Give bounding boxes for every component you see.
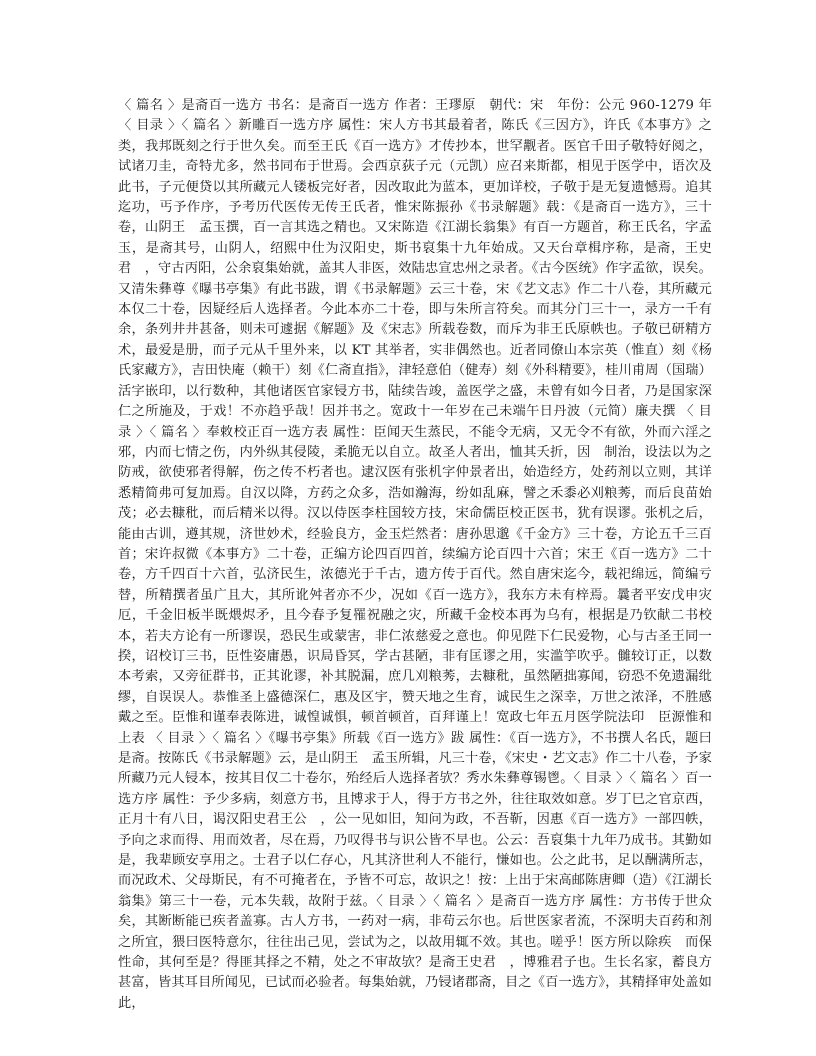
body-text: 〈 篇名 〉是斋百一选方 书名：是斋百一选方 作者：王璆原 朝代：宋 年份：公元 960-1279 年 〈 目录 〉〈 篇名 〉新雕百一选方序 属性：宋人方书其最着者，陈氏《三因方》，许氏《本事方》之类，我邦既刻之行于世久矣。而至王氏《百一选方》才传抄本，世罕觏者。医官千田子敬特好阅之，试诸刀圭，奇特尤多，然书同布于世焉。会西京荻子元（元凯）应召来斯都，相见于医学中，语次及此书，子元便贷以其所藏元人镂板完好者，因改取此为蓝本，更加详校，子敬于是无复遗憾焉。追其迄功，丐予作序，予考历代医传无传王氏者，惟宋陈振孙《书录解题》载：《是斋百一选方》，三十卷，山阴王 孟玉撰，百一言其选之精也。又宋陈造《江湖长翁集》有百一方题首，称王氏名，字孟玉，是斋其号，山阴人，绍熙中仕为汉阳史，斯书裒集十九年始成。又天台章楫序称，是斋，王史君 ，守古丙阳，公余裒集始就，盖其人非医，效陆忠宣忠州之录者。《古今医统》作字孟欲，误矣。又清朱彝尊《曝书亭集》有此书跋，谓《书录解题》云三十卷，宋《艺文志》作二十八卷，其所藏元本仅二十卷，因疑经后人选择者。今此本亦二十卷，即与朱所言符矣。而其分门三十一，录方一千有余，条列井井甚备，则未可遽据《解题》及《宋志》所载卷数，而斥为非王氏原帙也。子敬已研精方术，最爱是册，而子元从千里外来，以 KT 其举者，实非偶然也。近者同僚山本宗英（惟直）刻《杨氏家藏方》，吉田快庵（赖干）刻《仁斋直指》，津轻意伯（健寿）刻《外科精要》，桂川甫周（国瑞）活字嵌印，以行数种，其他诸医官家锓方书，陆续告竣，盖医学之盛，未曾有如今日者，乃是国家深仁之所施及，于戏！不亦趋乎哉！因并书之。宽政十一年岁在己未端午日丹波（元简）廉夫撰 〈 目录 〉〈 篇名 〉奉敕校正百一选方表 属性：臣闻天生蒸民，不能令无病，又无令不有欲，外而六淫之邪，内而七情之伤，内外纵其侵陵，柔脆无以自立。故圣人者出，恤其夭折，因 制治，设法以为之防戒，欲使邪者得解，伤之传不朽者也。逮汉医有张机字仲景者出，始造经方，处药剂以立则，其详悉精简弗可复加焉。自汉以降，方药之众多，浩如瀚海，纷如乱麻，譬之禾黍必刈粮莠，而后良苗始茂；必去糠秕，而后精米以得。汉以侍医李柱国较方技，宋命儒臣校正医书，犹有误谬。张机之后，能由古训，遵其规，济世妙术，经验良方，金玉烂然者：唐孙思邈《千金方》三十卷，方论五千三百首；宋许叔微《本事方》二十卷，正编方论四百四首，续编方论百四十六首；宋王《百一选方》二十卷，方千四百十六首，弘济民生，浓德光于千古，遗方传于百代。然自唐宋迄今，载祀绵远，简编亏替，所精撰者虽广且大，其所讹舛者亦不少，况如《百一选方》，我东方未有梓焉。曩者平安戊申灾厄，千金旧板半既煨烬矛，且今春予复罹祝融之灾，所藏千金校本再为乌有，根据是乃钦献二书校本，若夫方论有一所谬误，恐民生或蒙害，非仁浓慈爱之意也。仰见陛下仁民爱物，心与古圣王同一揆，诏校订三书，臣性姿庸愚，识局昏冥，学古甚陋，非有匡谬之用，实滥竽吹乎。雠较订正，以数本考索，又旁征群书，正其讹谬，补其脱漏，庶几刈粮莠，去糠秕，虽然陋拙寡闻，窃恐不免遗漏纰缪，自误误人。恭惟圣上盛德深仁，惠及区宇，赞天地之生育，诚民生之深幸，万世之浓泽，不胜感戴之至。臣惟和谨奉表陈进，诚惶诚惧，顿首顿首，百拜谨上！宽政七年五月医学院法印 臣源惟和上表 〈 目录 〉〈 篇名 〉《曝书亭集》所载《百一选方》跋 属性：《百一选方》，不书撰人名氏，题曰是斋。按陈氏《书录解题》云，是山阴王 孟玉所辑，凡三十卷，《宋史・艺文志》作二十八卷，予家所藏乃元人锓本，按其目仅二十卷尔，殆经后人选择者欤？秀水朱彝尊锡鬯。〈 目录 〉〈 篇名 〉百一选方序 属性：予少多病，刻意方书，且博求于人，得于方书之外，往往取效如意。岁丁巳之官京西，正月十有八日，谒汉阳史君王公 ，公一见如旧，知问为政，不吾靳，因惠《百一选方》一部四帙，予向之求而得、用而效者，尽在焉，乃叹得书与识公皆不早也。公云：吾裒集十九年乃成书。其勤如是，我辈顾安享用之。士君子以仁存心，凡其济世利人不能行，慊如也。公之此书，足以酬满所志，而况政术、父母斯民，有不可掩者在，予皆不可忘，故识之！按：上出于宋高邮陈唐卿（造）《江湖长翁集》第三十一卷，元本失载，故附于兹。〈 目录 〉〈 篇名 〉是斋百一选方序 属性：方书传于世众矣，其断断能已疾者盖寡。古人方书，一药对一病，非苟云尔也。后世医家者流，不深明夫百药和剂之所宜，猥曰医特意尔，往往出己见，尝试为之，以故用辄不效。其也。嗟乎！医方所以除疾 而保性命，其何至是？得匪其择之不精，处之不审故欤？是斋王史君 ，博雅君子也。生长名家，蓄良方甚富，皆其耳目所闻见，已试而必验者。每集始就，乃锓诸郡斋，目之《百一选方》，其精择审处盖如此， [118, 98, 712, 1011]
